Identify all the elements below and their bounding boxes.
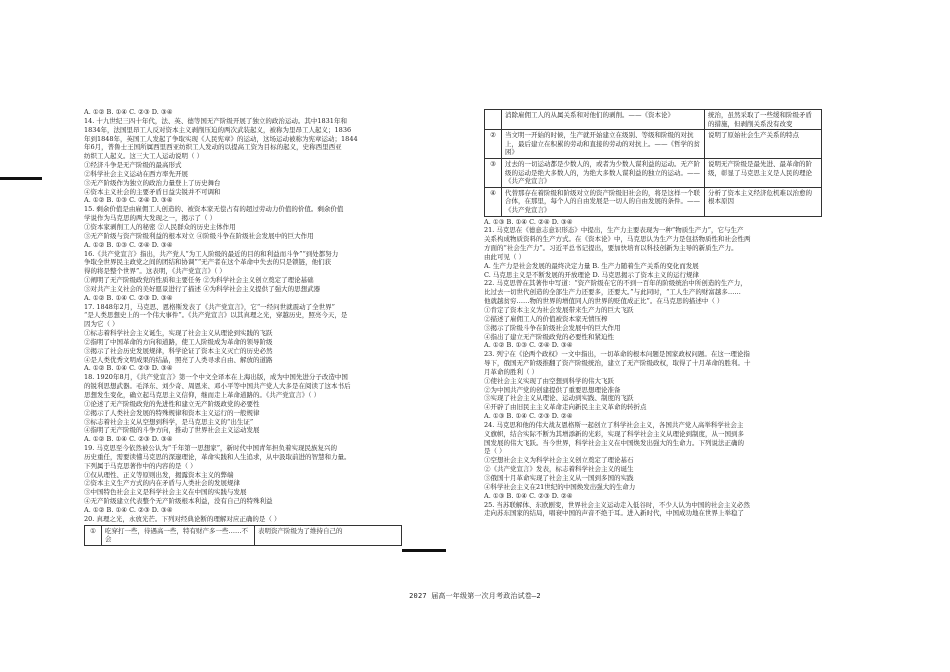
text-line: 比过去一切世代创造的全部生产力还要多，还要大。”与此同时，“工人生产的财富越多…… [484,288,741,297]
text-line: A. ①② B. ①④ C. ②③ D. ③④ [84,293,173,302]
text-line: 16.《共产党宣言》指出，共产党人“为工人阶级的最近的目的和利益而斗争”“到处都努力 [84,249,339,258]
text-line: ④科学社会主义在21世纪的中国焕发出强大的生命力 [484,482,636,491]
text-line: 下列属于马克思著作中的内容的是（ ） [84,461,197,470]
table-row [485,187,822,216]
text-line: ③无产阶级作为独立的政治力量登上了历史舞台 [84,178,221,187]
text-line: ②指明了中国革命的方向和道路，使工人阶级成为革命的领导阶级 [84,337,273,346]
text-line: 国发展的伟大飞跃。当今世界，科学社会主义在中国焕发出强大的生命力。下列说法正确的 [484,438,744,447]
right-column [484,109,822,518]
text-line: A. ①② B. ①③ C. ②④ D. ③④ [84,240,173,249]
text-line: ①肯定了资本主义为社会发展带来生产力的巨大飞跃 [484,305,634,314]
row-number: ③ [485,158,502,187]
text-line: A. ①② B. ①④ C. ②③ D. ③④ [84,108,173,116]
text-line: ①资本家剥削工人的秘密 ②人民群众的历史主体作用 [84,222,236,231]
row-quote: 吃穿打一些，待遇高一些，特有财产多一些……不会 [102,525,255,545]
text-line: ①经济斗争是无产阶级的最高形式 [84,161,182,170]
row-number: ② [485,130,502,159]
text-line: 20. 真理之光，永放光芒。下列对经典论断的理解对应正确的是（ ） [84,514,281,523]
text-line: “是人类思想史上的一个伟大事件”。《共产党宣言》以其真理之光，穿越历史，照亮今天，是 [84,311,348,320]
text-line: A. ①② B. ①④ C. ②③ D. ③④ [84,505,173,514]
text-line: 导下，俄国无产阶级推翻了资产阶级统治，建立了无产阶级政权，取得了十月革命的胜利。十 [484,359,751,368]
text-line: ①使社会主义实现了由空想到科学的伟大飞跃 [484,376,614,385]
text-line: A. ①③ B. ①④ C. ②③ D. ②④ [484,412,573,421]
text-line: 走向苏东国家的结局，唱衰中国的声音不绝于耳。进入新时代，中国成功地在世界上举稳了 [484,509,744,518]
row-number: ④ [485,187,502,216]
text-line: ②描述了雇佣工人的价值被资本家无情压榨 [484,314,608,323]
text-line: ③对共产主义社会的美好愿景进行了描述 ④为科学社会主义提供了强大的思想武器 [84,284,321,293]
text-line: 17. 1848年2月，马克思、恩格斯发表了《共产党宣言》，它“一经问世就震动了全世界” [84,302,335,311]
text-line: 得的将是整个世界”。这表明，《共产党宣言》（ ） [84,267,226,276]
table-row [485,130,822,159]
row-interpretation: 说明了原始社会生产关系的特点 [705,130,822,159]
text-line: A. ①③ B. ①④ C. ②③ D. ②④ [484,491,573,500]
text-line: ①阐明了无产阶级政党的性质和主要任务 ②为科学社会主义创立奠定了理论基础 [84,276,314,285]
q20-table-continued [484,109,822,217]
text-line: 纺织工人起义。这三大工人运动说明（ ） [84,152,204,161]
table-row [85,525,402,545]
text-line: A. ①② B. ①④ C. ②③ D. ③④ [84,435,173,444]
text-line: 1834年，法国里昂工人反对资本主义剥削压迫的两次武装起义，被称为里昂工人起义；1836 [84,125,352,134]
text-line: ②科学社会主义运动在西方率先开展 [84,169,188,178]
text-line: 因为它（ ） [84,320,119,329]
text-line: 学说作为马克思的两大发现之一，揭示了（ ） [84,214,217,223]
text-line: ②资本主义生产方式的内在矛盾与人类社会的发展规律 [84,479,240,488]
text-line: 年到1848年，英国工人发起了争取实现《人民宪章》的运动，这场运动被称为宪章运动；1844 [84,134,358,143]
text-line: 15. 剩余价值是由雇佣工人创造的、被资本家无偿占有的超过劳动力价值的价值。剩余价值 [84,205,344,214]
text-line: ④开辟了由旧民主主义革命走向新民主主义革命的转折点 [484,403,647,412]
row-quote: 过去的一切运动都是少数人的，或者为少数人谋利益的运动。无产阶级的运动是绝大多数人的，为绝大多数人谋利益的独立的运动。——《共产党宣言》 [502,158,705,187]
q20-table [84,525,402,546]
text-line: 21. 马克思在《德意志意识形态》中提出，生产力主要表现为一种“物质生产力”，它与生产 [484,226,744,235]
text-line: 25. 当苏联解体、东欧剧变，世界社会主义运动走入低谷时，不少人认为中国的社会主义必然 [484,500,750,509]
text-line: 义旗帜，结合实际不断为其增添新的光彩，实现了科学社会主义从理论到制度，从一国到多 [484,429,744,438]
text-line: ②揭示了人类社会发展的特殊规律和资本主义运行的一般规律 [84,408,260,417]
text-line: ①空想社会主义为科学社会主义创立奠定了理论基石 [484,456,634,465]
bottom-divider-bar [402,549,446,552]
text-line: 年6月，普鲁士王国所属西里西亚纺织工人发动的以提高工资为目标的起义，史称西里西亚 [84,143,342,152]
text-line: 的锐利思想武器。毛泽东、刘少奇、周恩来、邓小平等中国共产党人大多是在阅读了这本书后 [84,382,351,391]
text-line: A. ①② B. ①④ C. ②③ D. ③④ [84,364,173,373]
text-line: 由此可见（ ） [484,252,526,261]
text-line: C. 马克思主义是不断发展的开放理论 D. 马克思揭示了资本主义的运行规律 [484,270,700,279]
row-quote: 当文明一开始的时候，生产就开始建立在级别、等级和阶级的对抗上，最后建立在积累的劳动和直接的劳动的对抗上。——《哲学的贫困》 [502,130,705,159]
text-line: 方面的“社会生产力”。习近平总书记提出，要加快培育以科技创新为主导的新质生产力。 [484,244,738,253]
row-number [485,110,502,130]
row-interpretation: 分析了资本主义经济危机难以治愈的根本原因 [705,187,822,216]
text-line: 18. 1920年8月，《共产党宣言》第一个中文全译本在上海出版，成为中国先进分子改造中国 [84,373,348,382]
page-footer: 2027 届高一年级第一次月考政治试卷—2 [409,592,541,600]
table-row [485,110,822,130]
left-column [84,108,402,546]
text-line: 14. 十九世纪三四十年代，法、英、德等国无产阶级开展了独立的政治运动。其中1831年和 [84,116,347,125]
text-line: 是（ ） [484,447,506,456]
text-line: 月革命的胜利（ ） [484,367,539,376]
text-line: 23. 列宁在《论两个政权》一文中指出，一切革命的根本问题是国家政权问题。在这一理论指 [484,350,750,359]
text-line: A. 生产力是社会发展的最终决定力量 B. 生产力随着生产关系的变化而发展 [484,261,699,270]
text-line: 22. 马克思曾在其著作中写道：“资产阶级在它的不到一百年的阶级统治中所创造的生产力， [484,279,747,288]
row-quote: 消除雇佣工人的从属关系和对他们的剥削。——《资本论》 [502,110,705,130]
row-interpretation: 说明无产阶级是最先进、最革命的阶级，彰显了马克思主义是人民的理论 [705,158,822,187]
text-line: ②为中国共产党的创建提供了重要思想理论准备 [484,385,621,394]
text-line: ①论述了无产阶级政党的先进性和建立无产阶级政党的必要性 [84,399,260,408]
row-number: ① [85,525,102,545]
text-line: ③中国特色社会主义是科学社会主义在中国的实践与发展 [84,488,247,497]
text-line: ①标志着科学社会主义诞生，实现了社会主义从理论到实践的飞跃 [84,329,273,338]
text-line: A. ①② B. ①③ C. ②④ D. ③④ [484,341,573,350]
text-line: 争取全世界民主政党之间的团结和协调”“无产者在这个革命中失去的只是锁链，他们获 [84,258,332,267]
right-question-text [484,218,822,519]
text-line: ④无产阶级建立代表整个无产阶级根本利益，没有自己的特殊利益 [84,497,273,506]
text-line: ④资本主义社会的主要矛盾日益尖锐并不可调和 [84,187,221,196]
text-line: ④指明了无产阶级的斗争方向，推动了世界社会主义运动发展 [84,426,260,435]
text-line: 关系构成物质资料的生产方式。在《资本论》中，马克思认为生产力是包括物质性和社会性两 [484,235,751,244]
table-row [485,158,822,187]
text-line: ④指出了建立无产阶级政党的必要性和紧迫性 [484,332,614,341]
text-line: A. ①② B. ①③ C. ②④ D. ③④ [84,196,173,205]
text-line: 思想发生变化，确立起马克思主义信仰，继而走上革命道路的。《共产党宣言》（ ） [84,391,321,399]
text-line: 24. 马克思和他的伟大战友恩格斯一起创立了科学社会主义，各国共产党人高举科学社会主 [484,420,744,429]
text-line: ④是人类优秀文明成果的结晶，照亮了人类寻求自由、解放的道路 [84,355,273,364]
text-line: ③无产阶级与资产阶级利益的根本对立 ④阶级斗争在阶级社会发展中的巨大作用 [84,231,314,240]
row-interpretation: 表明资产阶级为了维持自己的 [255,525,402,545]
row-interpretation: 统治，虽然采取了一些缓和阶级矛盾的措施，但剥削关系没有改变 [705,110,822,130]
text-line: A. ①③ B. ①④ C. ②④ D. ③④ [484,217,573,226]
row-quote: 代替那存在着阶级和阶级对立的资产阶级旧社会的，将是这样一个联合体，在那里，每个人的自由发展是一切人的自由发展的条件。——《共产党宣言》 [502,187,705,216]
text-line: ①仅从理性、正义等原则出发，揭露资本主义的弊端 [84,470,234,479]
text-line: ③标志着社会主义从空想到科学，是马克思主义的“出生证” [84,417,254,426]
text-line: 历史重任，需要读懂马克思的深邃理论，革命实践和人生追求，从中汲取前进的智慧和力量。 [84,452,351,461]
text-line: 他就越贫穷……物的世界的增值同人的世界的贬值成正比”。在马克思的描述中（ ） [484,297,724,306]
text-line: ③揭示了社会历史发展规律，科学论证了资本主义灭亡的历史必然 [84,346,273,355]
text-line: 19. 马克思至今依然被公认为“千年第一思想家”，新时代中国青年担负着实现民族复兴的 [84,444,338,453]
left-question-text [84,108,402,524]
left-edge-bar [0,177,42,180]
text-line: ③俄国十月革命实现了社会主义从一国到多国的实践 [484,474,634,482]
text-line: ②《共产党宣言》发表，标志着科学社会主义的诞生 [484,465,634,474]
text-line: ③揭示了阶级斗争在阶级社会发展中的巨大作用 [484,323,621,332]
text-line: ③实现了社会主义从理论、运动到实践、制度的飞跃 [484,394,634,403]
